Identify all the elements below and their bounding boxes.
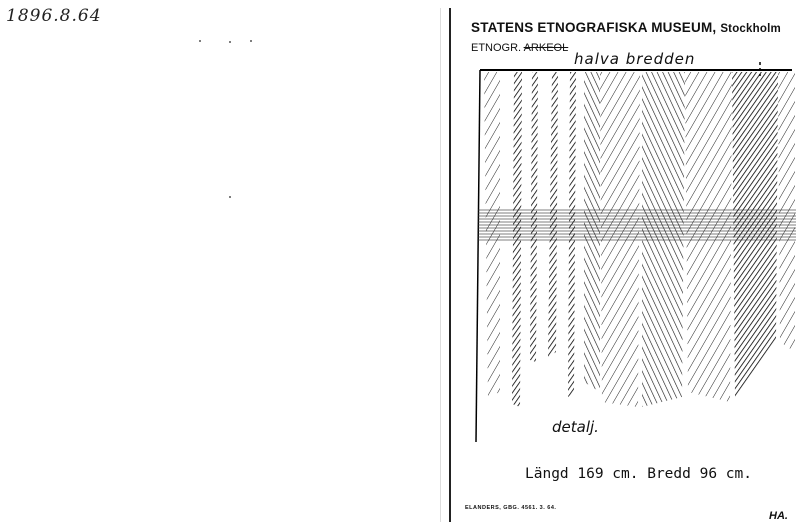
initials: HA. bbox=[769, 510, 788, 522]
printer-line: ELANDERS, GBG. 4561. 3. 64. bbox=[465, 505, 557, 511]
detail-note: detalj. bbox=[552, 418, 599, 436]
museum-header bbox=[471, 20, 781, 35]
catalog-number: 1896.8.64 bbox=[6, 6, 102, 26]
card-edge bbox=[440, 8, 441, 522]
museum-name: STATENS ETNOGRAFISKA MUSEUM, bbox=[471, 20, 717, 35]
textile-drawing bbox=[470, 62, 800, 452]
museum-city: Stockholm bbox=[720, 23, 781, 35]
dimensions: Längd 169 cm. Bredd 96 cm. bbox=[525, 466, 752, 482]
speck bbox=[199, 40, 201, 42]
speck bbox=[229, 41, 231, 43]
department-struck: ARKEOL bbox=[523, 42, 569, 54]
speck bbox=[229, 196, 231, 198]
speck bbox=[250, 40, 252, 42]
department-line bbox=[471, 42, 568, 54]
width-note: halva bredden bbox=[574, 50, 696, 68]
weft-band bbox=[478, 208, 796, 242]
card-fold-line bbox=[449, 8, 451, 522]
department-label: ETNOGR. bbox=[471, 42, 522, 54]
left-border bbox=[476, 70, 480, 442]
